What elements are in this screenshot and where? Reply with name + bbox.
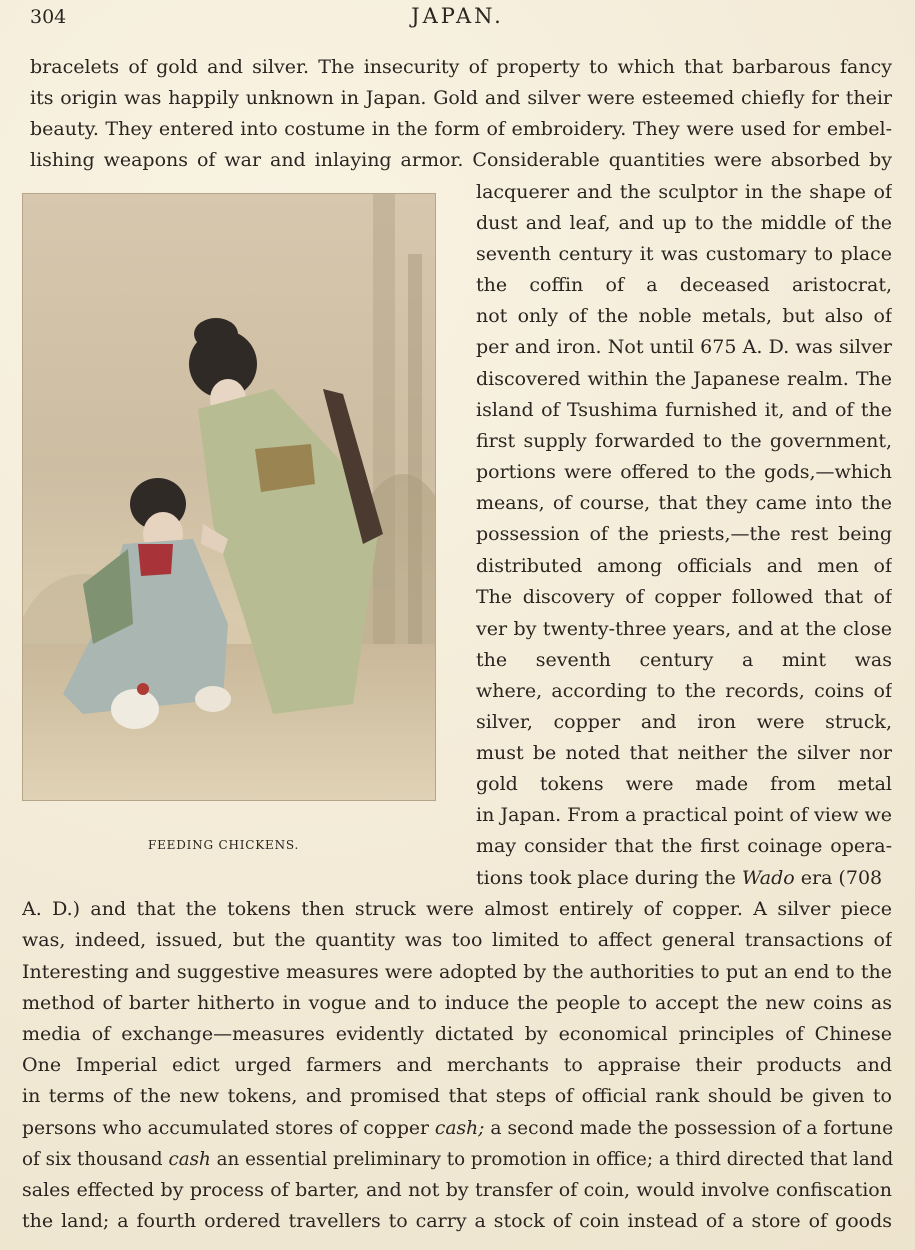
text-line: in terms of the new tokens, and promised that steps of official rank should be given to (22, 1085, 892, 1107)
text-run: a second made the possession of a fortune (484, 1117, 894, 1139)
text-line: distributed among officials and men of (476, 555, 892, 577)
text-run: persons who accumulated stores of copper (22, 1117, 435, 1139)
text-line (22, 1147, 893, 1171)
photo-caption: FEEDING CHICKENS. (148, 838, 300, 852)
italic-term: Wado (741, 867, 795, 889)
italic-term: cash; (434, 1117, 485, 1139)
text-line: where, according to the records, coins of (476, 680, 892, 702)
page-header (0, 4, 915, 30)
text-line: per and iron. Not until 675 A. D. was silver (476, 336, 892, 358)
text-line: media of exchange—measures evidently dictated by economical principles of Chinese (22, 1023, 892, 1045)
text-line: A. D.) and that the tokens then struck were almost entirely of copper. A silver piece (22, 898, 892, 920)
text-run: of six thousand (22, 1148, 169, 1170)
text-line: discovered within the Japanese realm. The (476, 368, 892, 390)
text-line: ver by twenty-three years, and at the close (476, 618, 892, 640)
text-line: must be noted that neither the silver nor (476, 742, 892, 764)
text-line: may consider that the first coinage opera- (476, 835, 892, 857)
text-run: an essential preliminary to promotion in office; a third directed that land (210, 1148, 894, 1170)
text-line: means, of course, that they came into the (476, 492, 892, 514)
text-line: dust and leaf, and up to the middle of the (476, 212, 892, 234)
text-line: sales effected by process of barter, and not by transfer of coin, would involve confiscation (22, 1179, 892, 1201)
text-line: bracelets of gold and silver. The insecurity of property to which that barbarous fancy (30, 56, 892, 78)
text-line (476, 866, 882, 890)
text-line: Interesting and suggestive measures were adopted by the authorities to put an end to the (22, 961, 892, 983)
text-run: era (708 (794, 867, 883, 889)
text-line: beauty. They entered into costume in the form of embroidery. They were used for embel- (30, 118, 892, 140)
text-run: tions took place during the (476, 867, 742, 889)
text-line: island of Tsushima furnished it, and of the (476, 399, 892, 421)
text-line: not only of the noble metals, but also of (476, 305, 892, 327)
text-line: lishing weapons of war and inlaying armor. Considerable quantities were absorbed by (30, 149, 892, 171)
text-line: first supply forwarded to the government, (476, 430, 892, 452)
text-line (22, 1116, 893, 1140)
text-line: the land; a fourth ordered travellers to carry a stock of coin instead of a store of goods (22, 1210, 892, 1232)
text-line: seventh century it was customary to place (476, 243, 892, 265)
running-head: JAPAN. (411, 4, 504, 28)
text-line: its origin was happily unknown in Japan. Gold and silver were esteemed chiefly for their (30, 87, 892, 109)
text-line: lacquerer and the sculptor in the shape of (476, 181, 892, 203)
text-line: in Japan. From a practical point of view we (476, 804, 892, 826)
feeding-chickens-photo (22, 193, 436, 801)
text-line: One Imperial edict urged farmers and merchants to appraise their products and (22, 1054, 892, 1076)
italic-term: cash (168, 1148, 211, 1170)
text-line: gold tokens were made from metal (476, 773, 892, 795)
text-line: the seventh century a mint was (476, 649, 892, 671)
text-line: possession of the priests,—the rest being (476, 523, 892, 545)
text-line: the coffin of a deceased aristocrat, (476, 274, 892, 296)
page-number: 304 (30, 6, 67, 28)
text-line: silver, copper and iron were struck, (476, 711, 892, 733)
text-line: portions were offered to the gods,—which (476, 461, 892, 483)
text-line: was, indeed, issued, but the quantity was too limited to affect general transactions of (22, 929, 892, 951)
text-line: The discovery of copper followed that of (476, 586, 892, 608)
text-line: method of barter hitherto in vogue and to induce the people to accept the new coins as (22, 992, 892, 1014)
